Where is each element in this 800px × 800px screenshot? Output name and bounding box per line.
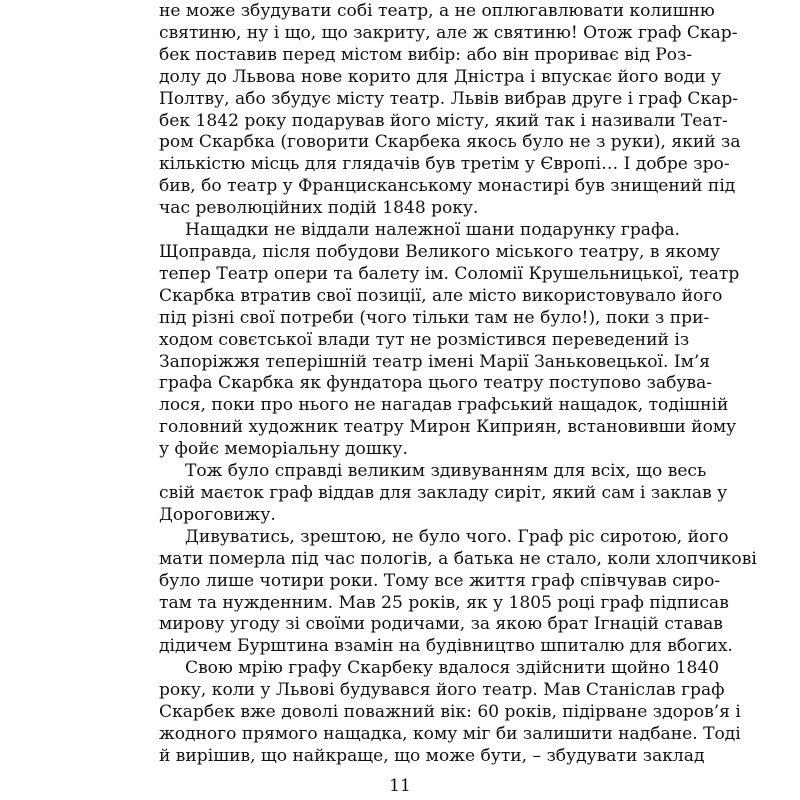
text-line: Дороговижу. <box>159 504 276 525</box>
text-line: ходом совєтської влади тут не розмістився переведений із <box>159 329 690 350</box>
text-line: Полтву, або збудує місту театр. Львів вибрав друге і граф Скар- <box>159 88 739 109</box>
text-line: лося, поки про нього не нагадав графський нащадок, тодішній <box>159 395 729 416</box>
text-line: бек поставив перед містом вибір: або він прориває від Роз- <box>159 44 693 65</box>
text-line: Скарбек вже доволі поважний вік: 60 років, підірване здоров’я і <box>159 702 741 723</box>
text-line: мирову угоду зі своїми родичами, за якою брат Ігнацій ставав <box>159 614 723 635</box>
text-line: там та нужденним. Мав 25 років, як у 1805 році граф підписав <box>159 592 729 613</box>
text-line: бек 1842 року подарував його місту, який так і називали Теат- <box>159 110 728 131</box>
text-line: Запоріжжя теперішній театр імені Марії Заньковецької. Ім’я <box>159 351 711 372</box>
text-line: мати померла під час пологів, а батька не стало, коли хлопчикові <box>159 548 757 569</box>
page-number: 11 <box>389 776 411 796</box>
text-line: у фойє меморіальну дошку. <box>159 439 408 460</box>
text-line: Щоправда, після побудови Великого міського театру, в якому <box>159 242 720 262</box>
text-line: під різні свої потреби (чого тільки там не було!), поки з при- <box>159 307 710 328</box>
paragraph-first-line: Дивуватись, зрештою, не було чого. Граф ріс сиротою, його <box>185 526 729 547</box>
text-line: й вирішив, що найкраще, що може бути, – збудувати заклад <box>159 745 705 766</box>
text-line: час революційних подій 1848 року. <box>159 198 479 219</box>
text-line: ром Скарбка (говорити Скарбека якось було не з руки), який за <box>159 132 741 153</box>
text-line: тепер Театр опери та балету ім. Соломії Крушельницької, театр <box>159 263 740 284</box>
text-line: жодного прямого нащадка, кому міг би залишити надбане. Тоді <box>159 724 741 745</box>
text-line: бив, бо театр у Францисканському монастирі був знищений під <box>159 176 736 197</box>
text-line: Скарбка втратив свої позиції, але місто використовувало його <box>159 285 723 306</box>
text-line: кількістю місць для глядачів був третім у Європі… І добре зро- <box>159 154 730 175</box>
text-line: долу до Львова нове корито для Дністра і впускає його води у <box>159 66 722 87</box>
paragraph-first-line: Свою мрію графу Скарбеку вдалося здійснити щойно 1840 <box>185 658 720 679</box>
text-line: не може збудувати собі театр, а не оплюгавлювати колишню <box>159 1 715 21</box>
text-line: головний художник театру Мирон Киприян, встановивши йому <box>159 417 737 438</box>
text-line: року, коли у Львові будувався його театр. Мав Станіслав граф <box>159 680 725 701</box>
text-line: графа Скарбка як фундатора цього театру поступово забува- <box>159 373 713 394</box>
text-line: було лише чотири роки. Тому все життя граф співчував сиро- <box>159 570 721 591</box>
paragraph-first-line: Нащадки не віддали належної шани подарунку графа. <box>185 220 680 241</box>
text-line: свій маєток граф віддав для закладу сиріт, який сам і заклав у <box>159 483 728 504</box>
text-line: дідичем Бурштина взамін на будівництво шпиталю для вбогих. <box>159 636 733 657</box>
paragraph-first-line: Тож було справді великим здивуванням для всіх, що весь <box>185 461 707 482</box>
text-line: святиню, ну і що, що закриту, але ж святиню! Отож граф Скар- <box>159 22 738 43</box>
